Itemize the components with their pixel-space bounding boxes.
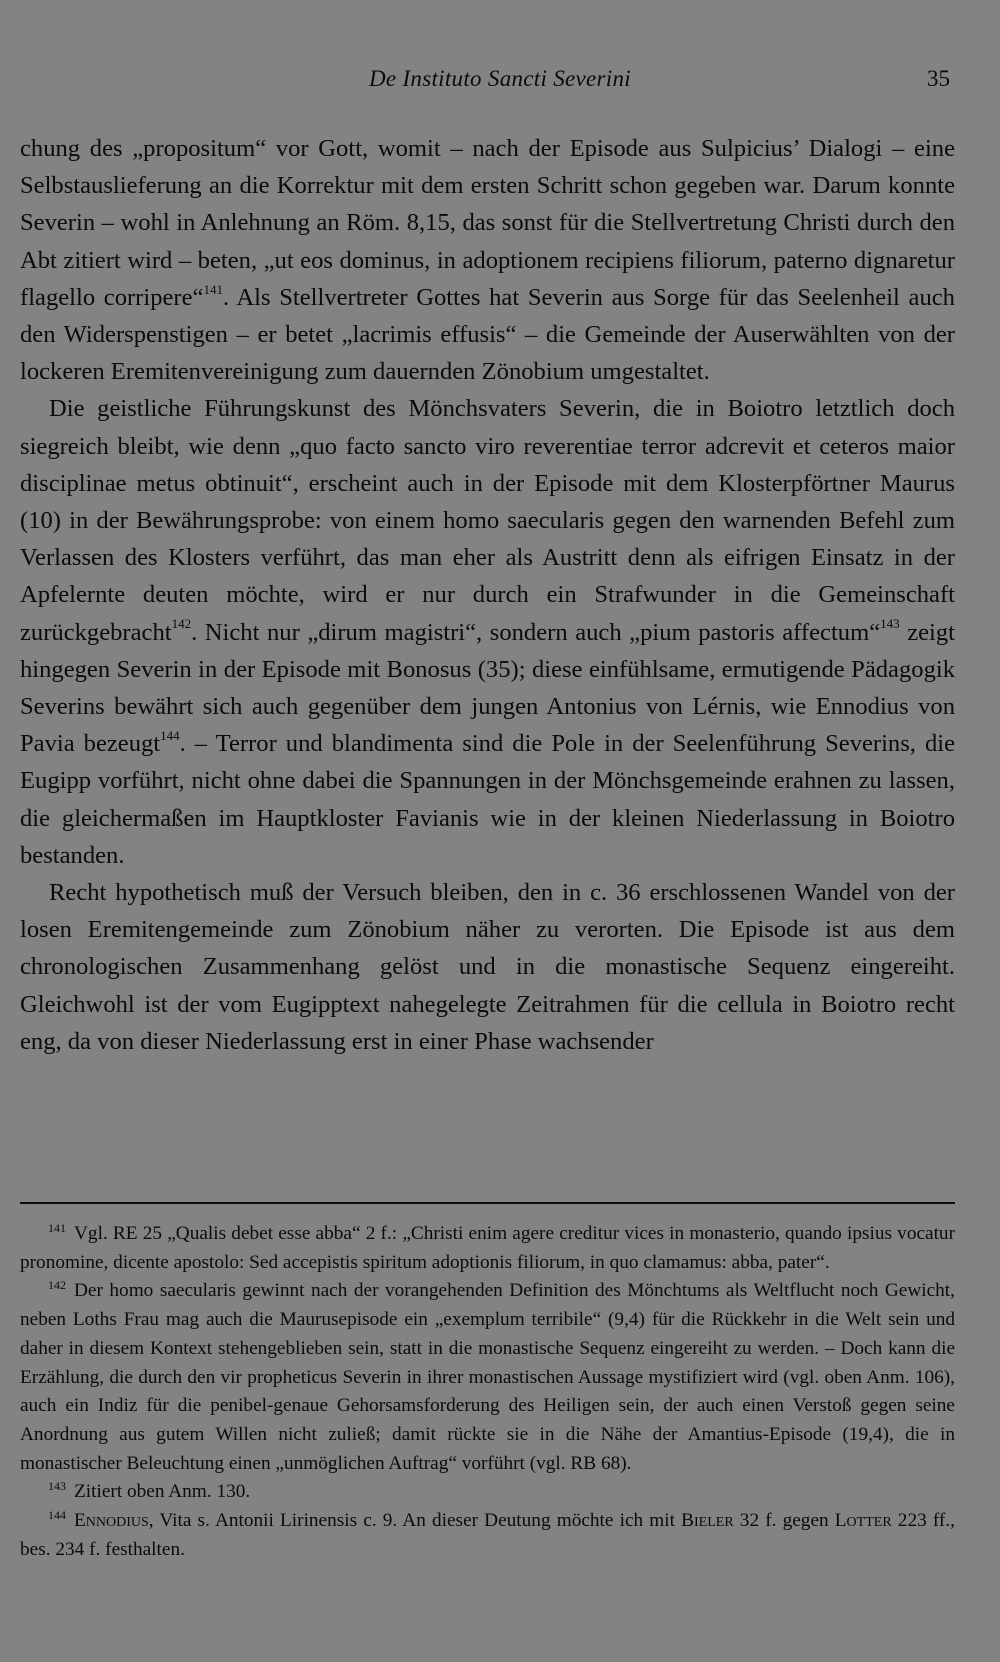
- footnote-text: , Vita s. Antonii Lirinensis c. 9. An dieser Deutung möchte ich mit: [148, 1510, 682, 1532]
- main-text: [20, 130, 955, 1060]
- paragraph-2-part-c: zeigt hingegen Severin in der Episode mit Bonosus (35); diese einfühlsame, ermutigende Pädagogik Severins bewährt sich auch gegenüber dem jungen Antonius von Lérnis, wie Ennodius von Pavia bezeugt: [20, 618, 955, 758]
- paragraph-1-part-b: . Als Stellvertreter Gottes hat Severin aus Sorge für das Seelenheil auch den Widerspenstigen – er betet „lacrimis effusis“ – die Gemeinde der Auserwählten von der lockeren Eremitenvereinigung zum dauernden Zönobium umgestaltet.: [20, 283, 955, 386]
- footnote-number: 143: [48, 1478, 66, 1493]
- footnote-number: 141: [48, 1220, 66, 1235]
- footnote-number: 142: [48, 1277, 66, 1292]
- paragraph-2-part-d: . – Terror und blandimenta sind die Pole in der Seelenführung Severins, die Eugipp vorführt, nicht ohne dabei die Spannungen in der Mönchsgemeinde erahnen zu lassen, die gleichermaßen im Hauptkloster Favianis wie in der kleinen Niederlassung in Boiotro bestanden.: [20, 730, 956, 869]
- paragraph-2: [20, 390, 955, 874]
- footnote-141: [20, 1220, 955, 1277]
- author-name: Ennodius: [74, 1510, 149, 1532]
- footnotes: [20, 1220, 955, 1564]
- footnote-143: [20, 1478, 955, 1507]
- paragraph-1-part-a: chung des „propositum“ vor Gott, womit – nach der Episode aus Sulpicius’ Dialogi – eine Selbstauslieferung an die Korrektur mit dem ersten Schritt schon gegeben war. Darum konnte Severin – wohl in Anlehnung an Röm. 8,15, das sonst für die Stellvertretung Christi durch den Abt zitiert wird – beten, „ut eos dominus, in adoptionem recipiens filiorum, paterno dignaretur flagello corripere“: [20, 135, 955, 311]
- footnote-divider: [20, 1202, 955, 1204]
- footnote-144: [20, 1507, 955, 1564]
- paragraph-2-part-a: Die geistliche Führungskunst des Mönchsvaters Severin, die in Boiotro letztlich doch siegreich bleibt, wie denn „quo facto sancto viro reverentiae terror adcrevit et ceteros maior disciplinae metus obtinuit“, erscheint auch in der Episode mit dem Klosterpförtner Maurus (10) in der Bewährungsprobe: von einem homo saecularis gegen den warnenden Befehl zum Verlassen des Klosters verführt, das man eher als Austritt denn als eifrigen Einsatz in der Apfelernte deuten möchte, wird er nur durch ein Strafwunder in die Gemeinschaft zurückgebracht: [20, 395, 955, 646]
- footnote-ref-142: 142: [171, 616, 192, 632]
- footnote-text: Vgl. RE 25 „Qualis debet esse abba“ 2 f.: „Christi enim agere creditur vices in monasterio, quando ipsius vocatur pronomine, dicente apostolo: Sed accepistis spiritum adoptionis filiorum, in quo clamamus: abba, pater“.: [20, 1223, 955, 1273]
- footnote-text: Zitiert oben Anm. 130.: [74, 1481, 251, 1503]
- footnote-ref-141: 141: [203, 281, 223, 297]
- footnote-text: 223 ff., bes. 234 f. festhalten.: [20, 1510, 955, 1560]
- page-number: 35: [927, 66, 950, 91]
- author-name: Bieler: [681, 1510, 734, 1532]
- footnote-number: 144: [48, 1507, 66, 1522]
- author-name: Lotter: [834, 1510, 892, 1532]
- footnote-142: [20, 1277, 955, 1478]
- paragraph-2-part-b: . Nicht nur „dirum magistri“, sondern auch „pium pastoris affectum“: [191, 618, 881, 646]
- running-header-title: De Instituto Sancti Severini: [369, 66, 631, 91]
- footnote-text: 32 f. gegen: [733, 1510, 835, 1532]
- footnote-ref-144: 144: [160, 728, 180, 744]
- footnote-text: Der homo saecularis gewinnt nach der vorangehenden Definition des Mönchtums als Weltflucht noch Gewicht, neben Loths Frau mag auch die Maurusepisode ein „exemplum terribile“ (9,4) für die Rückkehr in die Welt sein und daher in diesem Kontext stehengeblieben sein, statt in die monastische Sequenz eingereiht zu werden. – Doch kann die Erzählung, die durch den vir propheticus Severin in ihrer monastischen Aussage mystifiziert wird (vgl. oben Anm. 106), auch ein Indiz für die penibel-genaue Gehorsamsforderung des Heiligen sein, der auch einen Verstoß gegen seine Anordnung aus gutem Willen nicht zuließ; damit rückte sie in die Nähe der Amantius-Episode (19,4), die in monastischer Beleuchtung einen „unmöglichen Auftrag“ vorführt (vgl. RB 68).: [20, 1280, 955, 1474]
- paragraph-3: Recht hypothetisch muß der Versuch bleiben, den in c. 36 erschlossenen Wandel von der losen Eremitengemeinde zum Zönobium näher zu verorten. Die Episode ist aus dem chronologischen Zusammenhang gelöst und in die monastische Sequenz eingereiht. Gleichwohl ist der vom Eugipptext nahegelegte Zeitrahmen für die cellula in Boiotro recht eng, da von dieser Niederlassung erst in einer Phase wachsender: [20, 879, 955, 1055]
- footnote-ref-143: 143: [880, 616, 900, 632]
- paragraph-1: [20, 130, 955, 390]
